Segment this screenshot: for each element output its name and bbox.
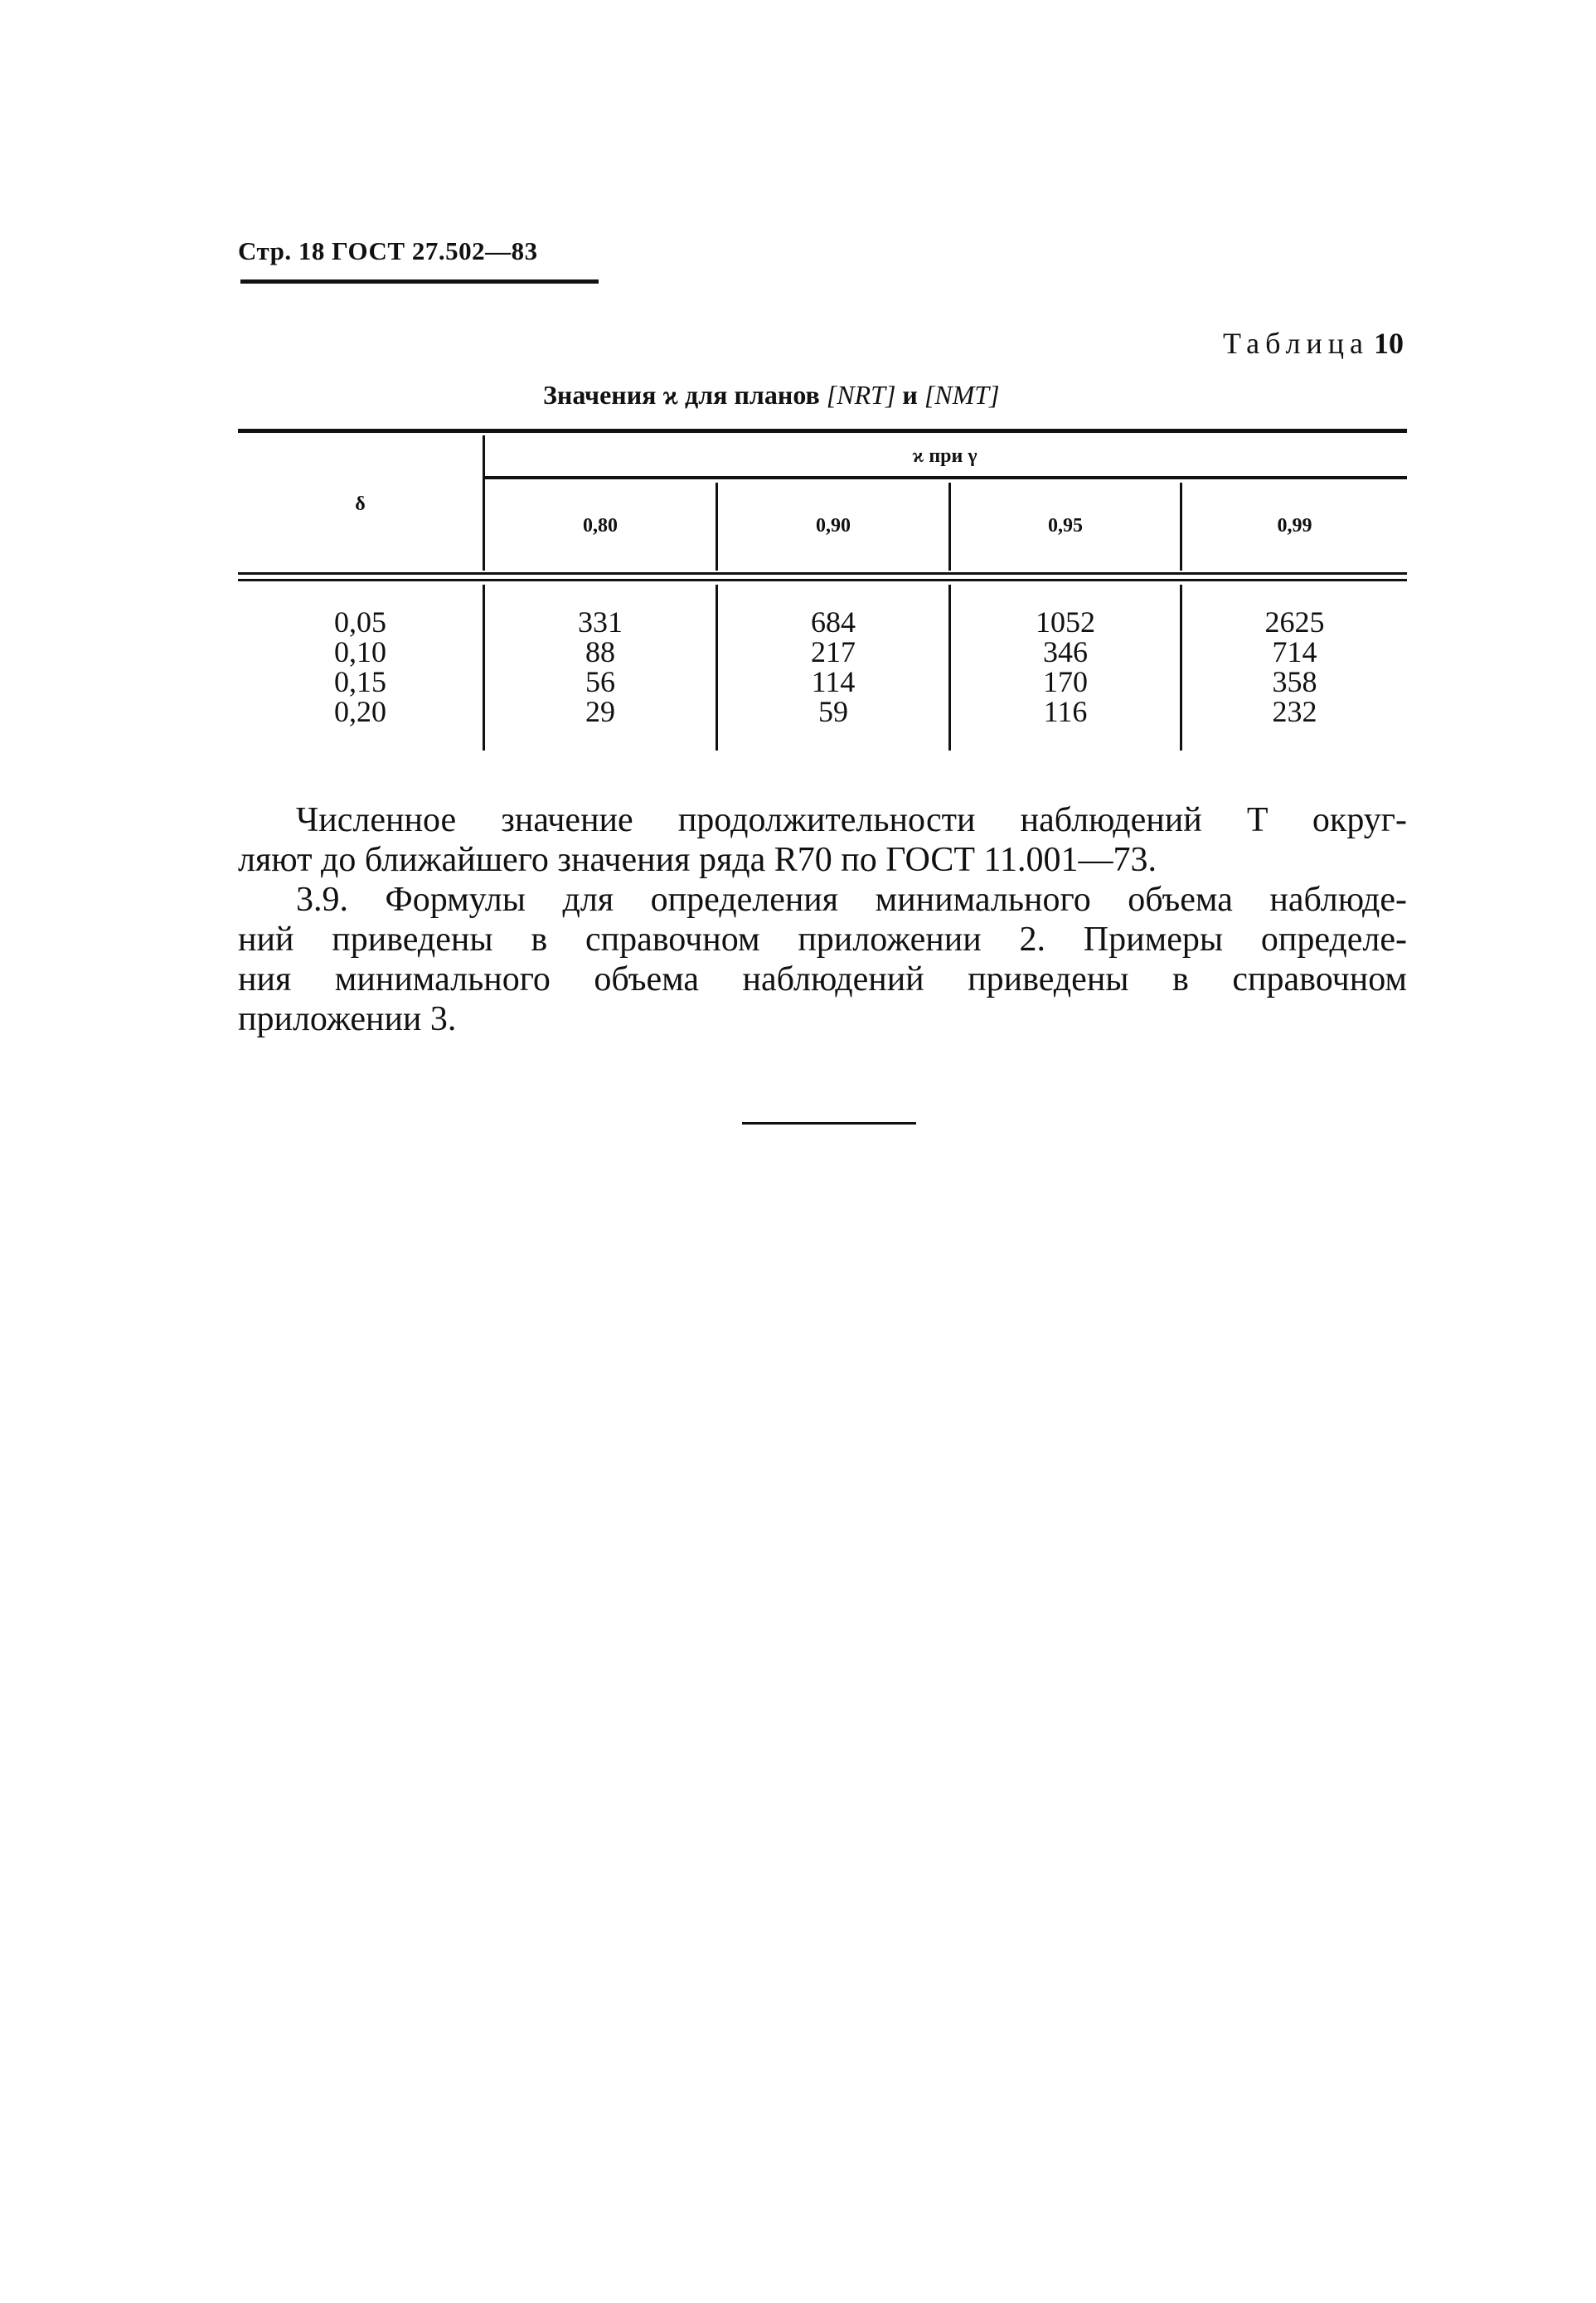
value-cell: 2625 <box>1264 605 1325 639</box>
row-header-delta: δ <box>355 493 366 515</box>
paragraph-3-9 <box>238 880 1407 1039</box>
paragraph-line: Численное значение продолжительности наблюдений T округ- <box>296 801 1407 839</box>
value-column-0-90 <box>718 607 948 726</box>
value-cell: 714 <box>1272 635 1317 668</box>
delta-cell: 0,10 <box>334 635 386 668</box>
paragraph-line: ний приведены в справочном приложении 2. Примеры определе- <box>238 921 1407 959</box>
table-top-rule <box>238 429 1407 433</box>
value-cell: 232 <box>1272 695 1317 728</box>
value-cell: 346 <box>1043 635 1088 668</box>
column-header-0-99: 0,99 <box>1277 515 1312 537</box>
value-cell: 684 <box>811 605 856 639</box>
delta-cell: 0,20 <box>334 695 386 728</box>
column-header-0-80: 0,80 <box>583 515 618 537</box>
value-cell: 331 <box>578 605 623 639</box>
paragraph-line: ляют до ближайшего значения ряда R70 по ГОСТ 11.001—73. <box>238 841 1157 879</box>
column-header-0-95: 0,95 <box>1048 515 1083 537</box>
paragraph-line: ния минимального объема наблюдений приведены в справочном <box>238 960 1407 998</box>
page-header: Стр. 18 ГОСТ 27.502—83 <box>238 236 538 265</box>
caption-and: и <box>902 380 918 410</box>
value-cell: 217 <box>811 635 856 668</box>
header-bottom-rule-1 <box>238 572 1407 575</box>
paragraph-duration <box>238 800 1407 880</box>
delta-cell: 0,15 <box>334 665 386 698</box>
value-cell: 1052 <box>1036 605 1095 639</box>
value-cell: 358 <box>1272 665 1317 698</box>
caption-prefix: Значения ϰ для планов <box>543 380 820 410</box>
header-bottom-rule-2 <box>238 579 1407 581</box>
group-header-kappa: ϰ при γ <box>912 445 977 467</box>
header-rule <box>240 279 599 284</box>
value-column-0-99 <box>1182 607 1407 726</box>
value-cell: 29 <box>585 695 615 728</box>
table-caption <box>543 380 1000 411</box>
value-cell: 59 <box>818 695 848 728</box>
delta-cell: 0,05 <box>334 605 386 639</box>
group-header-rule <box>483 476 1407 479</box>
value-cell: 170 <box>1043 665 1088 698</box>
caption-plan-nmt: [NMT] <box>924 380 1000 410</box>
value-column-0-95 <box>951 607 1180 726</box>
delta-column <box>238 607 483 726</box>
value-column-0-80 <box>485 607 716 726</box>
caption-plan-nrt: [NRT] <box>826 380 896 410</box>
table-label <box>1223 326 1404 361</box>
end-rule <box>742 1122 916 1125</box>
column-header-0-90: 0,90 <box>816 515 851 537</box>
value-cell: 88 <box>585 635 615 668</box>
paragraph-line: приложении 3. <box>238 1000 457 1038</box>
value-cell: 116 <box>1043 695 1088 728</box>
paragraph-line: 3.9. Формулы для определения минимального объема наблюде- <box>296 881 1407 919</box>
data-table <box>238 429 1407 752</box>
table-label-word: Таблица <box>1223 327 1369 360</box>
value-cell: 114 <box>811 665 856 698</box>
value-cell: 56 <box>585 665 615 698</box>
table-label-number: 10 <box>1374 327 1404 360</box>
